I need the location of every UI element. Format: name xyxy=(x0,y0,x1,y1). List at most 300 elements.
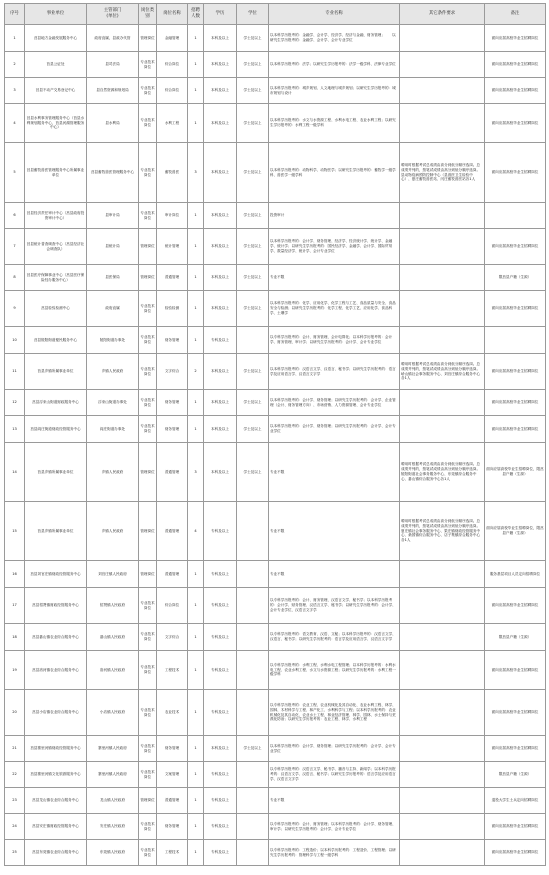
cell-no: 9 xyxy=(5,291,25,327)
cell-note: 服务基层项目人员定向招聘岗位 xyxy=(485,561,546,588)
cell-degree: 学士及以上 xyxy=(237,354,269,390)
cell-degree: 学士及以上 xyxy=(237,104,269,143)
cell-category: 专业技术岗位 xyxy=(139,690,157,736)
cell-note: 面向应届高校毕业生招聘岗位 xyxy=(485,78,546,104)
cell-note: 面向应届高校毕业生招聘岗位 xyxy=(485,736,546,762)
cell-major: 以本科学历报考的：会计学、财务管理、经济学、经济统计学、统计学、金融学、统计学；以研究生学历报考的：国民经济学、金融学、会计学、国际贸易学、数量经济学、统计学、会计专业学位 xyxy=(269,229,400,265)
cell-unit: 莒县碁山镇农业综合服务中心 xyxy=(25,624,87,651)
cell-unit: 莒县寨里河镇财政经管服务中心 xyxy=(25,736,87,762)
cell-education: 专科及以上 xyxy=(204,624,237,651)
cell-unit: 莒县经济责任审计中心（莒县政府投资审计中心） xyxy=(25,203,87,229)
cell-category: 专业技术岗位 xyxy=(139,651,157,690)
cell-dept: 小店镇人民政府 xyxy=(87,690,139,736)
cell-category: 管理岗位 xyxy=(139,229,157,265)
cell-no: 20 xyxy=(5,690,25,736)
cell-unit: 莒县公证处 xyxy=(25,52,87,78)
cell-category: 专业技术岗位 xyxy=(139,814,157,840)
cell-category: 专业技术岗位 xyxy=(139,354,157,390)
cell-education: 本科及以上 xyxy=(204,78,237,104)
cell-degree: 学士及以上 xyxy=(237,229,269,265)
cell-post: 财务管理 xyxy=(157,736,188,762)
cell-count: 1 xyxy=(188,762,204,788)
cell-no: 21 xyxy=(5,736,25,762)
cell-unit: 莒县安庄镇财政经管服务中心 xyxy=(25,814,87,840)
cell-post: 财务管理 xyxy=(157,390,188,416)
header-row xyxy=(5,4,546,25)
cell-category: 专业技术岗位 xyxy=(139,78,157,104)
cell-post: 文字综合 xyxy=(157,354,188,390)
cell-count: 1 xyxy=(188,203,204,229)
cell-count: 1 xyxy=(188,840,204,866)
cell-count: 1 xyxy=(188,327,204,354)
cell-education: 本科及以上 xyxy=(204,390,237,416)
cell-no: 15 xyxy=(5,502,25,561)
cell-unit: 莒县阎庄街道财政经管服务中心 xyxy=(25,416,87,443)
cell-education: 专科及以上 xyxy=(204,561,237,588)
cell-dept: 刘官庄镇人民政府 xyxy=(87,561,139,588)
cell-education: 专科及以上 xyxy=(204,588,237,624)
cell-education: 专科及以上 xyxy=(204,788,237,814)
cell-dept: 陵阳街道办事处 xyxy=(87,327,139,354)
cell-post: 工程技术 xyxy=(157,840,188,866)
cell-count: 1 xyxy=(188,561,204,588)
cell-count: 1 xyxy=(188,25,204,52)
cell-other-requirements xyxy=(400,78,485,104)
header-other-requirements: 其它条件要求 xyxy=(400,4,485,25)
cell-other-requirements xyxy=(400,52,485,78)
table-row xyxy=(5,762,546,788)
cell-category: 管理岗位 xyxy=(139,788,157,814)
cell-note: 面向应届高校毕业生招聘岗位 xyxy=(485,840,546,866)
cell-dept: 乡镇人民政府 xyxy=(87,354,139,390)
cell-dept: 寨里河镇人民政府 xyxy=(87,736,139,762)
table-row xyxy=(5,291,546,327)
cell-major: 专业不限 xyxy=(269,502,400,561)
cell-unit: 莒县医疗保障事业中心（莒县医疗保险经办服务中心） xyxy=(25,265,87,291)
cell-other-requirements: 聘用时根据考试总成绩由高分到低分顺序选岗。总成绩并列的，按笔试成绩由高分到低分顺序选岗。峤山镇社会事务服务中心、刘官庄镇综合服务中心各1人 xyxy=(400,354,485,390)
cell-post: 综合岗位 xyxy=(157,588,188,624)
cell-major: 以本科学历报考的：城乡规划、人文地理与城乡规划；以研究生学历报考的：城市规划与设计 xyxy=(269,78,400,104)
cell-major: 投资审计 xyxy=(269,203,400,229)
cell-other-requirements xyxy=(400,416,485,443)
cell-dept: 洛河镇人民政府 xyxy=(87,651,139,690)
header-degree: 学位 xyxy=(237,4,269,25)
cell-count: 1 xyxy=(188,78,204,104)
table-row xyxy=(5,840,546,866)
cell-major: 以专科学历报考的：会计、财务管理、会计电算化；以本科学历报考的：会计学、财务管理、审计学；以研究生学历报考的：会计学、会计专业学位 xyxy=(269,327,400,354)
cell-dept: 莒县畜牧兽医管理服务中心 xyxy=(87,143,139,203)
cell-count: 2 xyxy=(188,354,204,390)
cell-note: 限莒县户籍（生源） xyxy=(485,265,546,291)
cell-no: 2 xyxy=(5,52,25,78)
cell-no: 8 xyxy=(5,265,25,291)
cell-other-requirements: 聘用时根据考试总成绩由高分到低分顺序选岗。总成绩并列的，按笔试成绩由高分到低分顺序选岗。夏庄镇社会事务服务中心、果庄镇财政经管服务中心、桑园镇综合服务中心、店子集镇综合服务中心各1人 xyxy=(400,502,485,561)
cell-education: 本科及以上 xyxy=(204,354,237,390)
cell-post: 综合岗位 xyxy=(157,78,188,104)
cell-degree: 学士及以上 xyxy=(237,78,269,104)
cell-unit: 莒县水利事务管理服务中心（莒县水利规划服务中心，莒县河湖管理服务中心） xyxy=(25,104,87,143)
table-row xyxy=(5,203,546,229)
cell-no: 7 xyxy=(5,229,25,265)
header-education: 学历 xyxy=(204,4,237,25)
cell-post: 审计岗位 xyxy=(157,203,188,229)
cell-degree xyxy=(237,840,269,866)
table-row xyxy=(5,624,546,651)
cell-other-requirements xyxy=(400,762,485,788)
table-row xyxy=(5,561,546,588)
cell-category: 管理岗位 xyxy=(139,265,157,291)
cell-category: 专业技术岗位 xyxy=(139,143,157,203)
cell-degree xyxy=(237,762,269,788)
cell-dept: 县自然资源和规划局 xyxy=(87,78,139,104)
cell-other-requirements xyxy=(400,104,485,143)
cell-unit: 莒县招贤镇财政经管服务中心 xyxy=(25,588,87,624)
cell-post: 综合岗位 xyxy=(157,52,188,78)
cell-major: 以本科学历报考的：会计学、财务管理；以研究生学历报考的：会计学、企业管理（会计、财务管理方向）、市场营销、人力资源管理、会计专业学位 xyxy=(269,390,400,416)
cell-count: 1 xyxy=(188,736,204,762)
header-note: 备注 xyxy=(485,4,546,25)
header-major: 专业名称 xyxy=(269,4,400,25)
cell-no: 13 xyxy=(5,416,25,443)
cell-major: 以专科学历报考的：水利工程、水利水电工程管理；以本科学历报考的：水利水电工程、农业水利工程、水文与水资源工程；以研究生学历报考的：水利工程一级学科 xyxy=(269,651,400,690)
cell-dept: 安庄镇人民政府 xyxy=(87,814,139,840)
cell-major: 以专科学历报考的：汉语言文学、秘书学、播音与主持、新闻学；以本科学历报考的：汉语言文学、汉语言、秘书学；以研究生学历报考的：语言学及应用语言学、汉语言文字学 xyxy=(269,762,400,788)
cell-degree: 学士及以上 xyxy=(237,291,269,327)
cell-other-requirements xyxy=(400,814,485,840)
cell-degree xyxy=(237,561,269,588)
cell-dept: 县统计局 xyxy=(87,229,139,265)
cell-no: 17 xyxy=(5,588,25,624)
cell-post: 文字综合 xyxy=(157,624,188,651)
table-row xyxy=(5,143,546,203)
cell-major: 以专科学历报考的：会计、财务管理；以本科学历报考的：会计学、财务管理、审计学；以研究生学历报考的：会计学、会计专业学位 xyxy=(269,814,400,840)
table-row xyxy=(5,25,546,52)
cell-major: 以本科学历报考的：动物科学、动物医学；以研究生学历报考的：畜牧学一级学科、兽医学一级学科 xyxy=(269,143,400,203)
cell-note: 面向应届高校毕业生招聘岗位，限莒县户籍（生源） xyxy=(485,443,546,502)
cell-count: 1 xyxy=(188,624,204,651)
cell-count: 3 xyxy=(188,443,204,502)
cell-other-requirements xyxy=(400,291,485,327)
cell-other-requirements: 聘用时根据考试总成绩由高分到低分顺序选岗。总成绩并列的，按笔试成绩由高分到低分顺序选岗。陵阳街道社会事务服务中心、东莞镇综合服务中心、碁山镇综合服务中心各1人 xyxy=(400,443,485,502)
cell-education: 专科及以上 xyxy=(204,327,237,354)
cell-count: 1 xyxy=(188,651,204,690)
cell-degree xyxy=(237,502,269,561)
cell-unit: 莒县陵阳街道便民服务中心 xyxy=(25,327,87,354)
cell-education: 本科及以上 xyxy=(204,52,237,78)
cell-education: 本科及以上 xyxy=(204,736,237,762)
cell-note: 限莒县户籍（生源） xyxy=(485,624,546,651)
cell-post: 水利工程 xyxy=(157,104,188,143)
cell-no: 10 xyxy=(5,327,25,354)
cell-category: 专业技术岗位 xyxy=(139,327,157,354)
cell-note: 面向应届高校毕业生招聘岗位 xyxy=(485,416,546,443)
table-row xyxy=(5,788,546,814)
cell-unit: 莒县不动产交易登记中心 xyxy=(25,78,87,104)
cell-major: 专业不限 xyxy=(269,788,400,814)
cell-other-requirements xyxy=(400,265,485,291)
cell-other-requirements xyxy=(400,229,485,265)
cell-dept: 县医保局 xyxy=(87,265,139,291)
cell-count: 1 xyxy=(188,229,204,265)
table-row xyxy=(5,416,546,443)
cell-post: 畜牧兽医 xyxy=(157,143,188,203)
cell-no: 5 xyxy=(5,143,25,203)
cell-education: 本科及以上 xyxy=(204,229,237,265)
cell-degree xyxy=(237,327,269,354)
cell-category: 管理岗位 xyxy=(139,25,157,52)
cell-dept: 乡镇人民政府 xyxy=(87,443,139,502)
header-count: 招聘人数 xyxy=(188,4,204,25)
cell-post: 金融管理 xyxy=(157,25,188,52)
cell-education: 专科及以上 xyxy=(204,814,237,840)
cell-no: 18 xyxy=(5,624,25,651)
cell-education: 本科及以上 xyxy=(204,104,237,143)
cell-other-requirements xyxy=(400,651,485,690)
cell-unit: 莒县统计普查调查中心（莒县经济社会调查队） xyxy=(25,229,87,265)
cell-degree: 学士及以上 xyxy=(237,25,269,52)
table-row xyxy=(5,588,546,624)
cell-no: 11 xyxy=(5,354,25,390)
cell-count: 1 xyxy=(188,814,204,840)
cell-note: 面向应届高校毕业生招聘岗位 xyxy=(485,143,546,203)
cell-post: 普通管理 xyxy=(157,265,188,291)
cell-major: 以本科学历报考的：金融学、会计学、经济学、经济与金融、财务管理； 以研究生学历报考的：金融学、会计学、会计专业学位 xyxy=(269,25,400,52)
cell-degree xyxy=(237,651,269,690)
cell-education: 本科及以上 xyxy=(204,443,237,502)
cell-unit: 莒县洛河镇农业综合服务中心 xyxy=(25,651,87,690)
header-unit: 事业单位 xyxy=(25,4,87,25)
cell-post: 统计管理 xyxy=(157,229,188,265)
cell-count: 1 xyxy=(188,588,204,624)
cell-post: 农业技术 xyxy=(157,690,188,736)
cell-no: 14 xyxy=(5,443,25,502)
table-row xyxy=(5,327,546,354)
table-row xyxy=(5,502,546,561)
cell-dept: 龙山镇人民政府 xyxy=(87,788,139,814)
cell-other-requirements: 聘用时根据考试总成绩由高分到低分顺序选岗。总成绩并列的，按笔试成绩由高分到低分顺序选岗。县动物疫病预防控制中心（县兽医卫生检验中心）、夏庄畜牧兽医站、闫庄畜牧兽医站各1人 xyxy=(400,143,485,203)
table-row xyxy=(5,390,546,416)
cell-note: 面向应届高校毕业生招聘岗位 xyxy=(485,390,546,416)
cell-no: 25 xyxy=(5,840,25,866)
cell-dept: 阎庄街道办事处 xyxy=(87,416,139,443)
cell-count: 1 xyxy=(188,690,204,736)
cell-post: 普通管理 xyxy=(157,502,188,561)
table-row xyxy=(5,814,546,840)
cell-category: 专业技术岗位 xyxy=(139,104,157,143)
cell-degree: 学士及以上 xyxy=(237,736,269,762)
cell-no: 19 xyxy=(5,651,25,690)
cell-major: 专业不限 xyxy=(269,561,400,588)
cell-dept: 浮来山街道办事处 xyxy=(87,390,139,416)
cell-note: 面向应届高校毕业生招聘岗位，限莒县户籍（生源） xyxy=(485,502,546,561)
cell-degree xyxy=(237,814,269,840)
table-row xyxy=(5,690,546,736)
cell-other-requirements xyxy=(400,327,485,354)
cell-other-requirements xyxy=(400,624,485,651)
cell-education: 专科及以上 xyxy=(204,651,237,690)
cell-note: 退役大学生士兵定向招聘岗位 xyxy=(485,788,546,814)
cell-post: 普通管理 xyxy=(157,443,188,502)
cell-category: 专业技术岗位 xyxy=(139,203,157,229)
cell-no: 16 xyxy=(5,561,25,588)
cell-count: 1 xyxy=(188,104,204,143)
cell-major: 专业不限 xyxy=(269,265,400,291)
cell-note: 面向应届高校毕业生招聘岗位 xyxy=(485,52,546,78)
cell-category: 专业技术岗位 xyxy=(139,416,157,443)
cell-dept: 县司法局 xyxy=(87,52,139,78)
cell-category: 管理岗位 xyxy=(139,443,157,502)
cell-unit: 莒县畜牧兽医管理服务中心所属事业单位 xyxy=(25,143,87,203)
cell-dept: 县水利局 xyxy=(87,104,139,143)
cell-dept: 政府直属 xyxy=(87,291,139,327)
cell-count: 1 xyxy=(188,291,204,327)
cell-count: 1 xyxy=(188,52,204,78)
cell-note: 面向应届高校毕业生招聘岗位 xyxy=(485,25,546,52)
cell-education: 专科及以上 xyxy=(204,762,237,788)
cell-degree: 学士及以上 xyxy=(237,143,269,203)
cell-category: 专业技术岗位 xyxy=(139,762,157,788)
cell-unit: 莒县小店镇农业综合服务中心 xyxy=(25,690,87,736)
cell-unit: 莒县东莞镇农业综合服务中心 xyxy=(25,840,87,866)
cell-education: 本科及以上 xyxy=(204,25,237,52)
table-row xyxy=(5,651,546,690)
cell-note: 面向应届高校毕业生招聘岗位 xyxy=(485,229,546,265)
cell-note xyxy=(485,203,546,229)
cell-degree: 学士及以上 xyxy=(237,265,269,291)
cell-education: 本科及以上 xyxy=(204,203,237,229)
cell-other-requirements xyxy=(400,736,485,762)
header-category: 岗位类别 xyxy=(139,4,157,25)
cell-education: 本科及以上 xyxy=(204,416,237,443)
cell-unit: 莒县乡镇所属事业单位 xyxy=(25,443,87,502)
cell-no: 24 xyxy=(5,814,25,840)
cell-note: 面向应届高校毕业生招聘岗位 xyxy=(485,291,546,327)
cell-count: 1 xyxy=(188,416,204,443)
cell-education: 专科及以上 xyxy=(204,690,237,736)
cell-note: 面向应届高校毕业生招聘岗位 xyxy=(485,588,546,624)
cell-category: 专业技术岗位 xyxy=(139,624,157,651)
cell-other-requirements xyxy=(400,588,485,624)
table-row xyxy=(5,78,546,104)
cell-unit: 莒县乡镇所属事业单位 xyxy=(25,354,87,390)
header-post: 岗位名称 xyxy=(157,4,188,25)
cell-post: 财务管理 xyxy=(157,327,188,354)
cell-post: 工程技术 xyxy=(157,651,188,690)
cell-degree xyxy=(237,588,269,624)
cell-note: 面向应届高校毕业生招聘岗位 xyxy=(485,814,546,840)
cell-degree: 学士及以上 xyxy=(237,52,269,78)
cell-other-requirements xyxy=(400,690,485,736)
cell-category: 专业技术岗位 xyxy=(139,840,157,866)
cell-unit: 莒县检验检测中心 xyxy=(25,291,87,327)
cell-education: 本科及以上 xyxy=(204,143,237,203)
cell-degree xyxy=(237,624,269,651)
cell-note: 面向应届高校毕业生招聘岗位 xyxy=(485,651,546,690)
cell-category: 专业技术岗位 xyxy=(139,52,157,78)
cell-post: 财务管理 xyxy=(157,814,188,840)
cell-other-requirements xyxy=(400,840,485,866)
cell-education: 专科及以上 xyxy=(204,840,237,866)
cell-dept: 招贤镇人民政府 xyxy=(87,588,139,624)
cell-unit: 莒县龙山镇农业综合服务中心 xyxy=(25,788,87,814)
cell-note: 面向应届高校毕业生招聘岗位 xyxy=(485,104,546,143)
cell-other-requirements xyxy=(400,203,485,229)
cell-dept: 政府直属，县政办代管 xyxy=(87,25,139,52)
cell-post: 文案管理 xyxy=(157,762,188,788)
cell-unit: 莒县寨里河镇文化旅游服务中心 xyxy=(25,762,87,788)
cell-unit: 莒县浮来山街道财政服务中心 xyxy=(25,390,87,416)
cell-category: 专业技术岗位 xyxy=(139,736,157,762)
cell-degree: 学士及以上 xyxy=(237,390,269,416)
cell-no: 6 xyxy=(5,203,25,229)
table-body xyxy=(5,25,546,866)
header-dept: 主管部门 (单位) xyxy=(87,4,139,25)
cell-major: 以专科学历报考的：工程造价；以本科学历报考的：工程造价、工程管理；以研究生学历报考的：管理科学与工程一级学科 xyxy=(269,840,400,866)
cell-note: 面向应届高校毕业生招聘岗位 xyxy=(485,354,546,390)
cell-major: 以本科学历报考的：化学、应用化学、化学工程与工艺、食品质量与安全、食品安全与检测；以研究生学历报考的：化学工程、化学工艺、应用化学、食品科学、土壤学 xyxy=(269,291,400,327)
cell-other-requirements xyxy=(400,390,485,416)
table-row xyxy=(5,354,546,390)
cell-count: 4 xyxy=(188,502,204,561)
cell-note: 面向应届高校毕业生招聘岗位 xyxy=(485,690,546,736)
cell-category: 专业技术岗位 xyxy=(139,588,157,624)
cell-major: 以本科学历报考的：法学；以研究生学历报考的：法学一级学科、法律专业学位 xyxy=(269,52,400,78)
cell-other-requirements xyxy=(400,561,485,588)
cell-no: 1 xyxy=(5,25,25,52)
cell-no: 3 xyxy=(5,78,25,104)
cell-dept: 寨里河镇人民政府 xyxy=(87,762,139,788)
recruitment-table xyxy=(4,3,546,866)
cell-major: 以本科学历报考的：水文与水资源工程、水利水电工程、农业水利工程；以研究生学历报考的：水利工程一级学科 xyxy=(269,104,400,143)
cell-dept: 县审计局 xyxy=(87,203,139,229)
cell-major: 以专科学历报考的：语文教育、汉语、文秘；以本科学历报考的：汉语言文学、汉语言、秘书学；以研究生学历报考的：语言学及应用语言学、汉语言文字学 xyxy=(269,624,400,651)
table-row xyxy=(5,443,546,502)
cell-other-requirements xyxy=(400,25,485,52)
cell-note xyxy=(485,327,546,354)
cell-major: 以专科学历报考的：会计、财务管理、汉语言文学、秘书学；以本科学历报考的：会计学、财务管理、汉语言文学、秘书学；以研究生学历报考的：会计学、会计专业学位、汉语言文字学 xyxy=(269,588,400,624)
table-row xyxy=(5,52,546,78)
cell-no: 4 xyxy=(5,104,25,143)
cell-category: 管理岗位 xyxy=(139,502,157,561)
cell-dept: 乡镇人民政府 xyxy=(87,502,139,561)
cell-major: 以专科学历报考的：农业工程、农业机械化及其自动化、农业水利工程、林学、园林、木材科学与工程、林产化工、水利科学与工程；以本科学历报考的：农业机械化及其自动化、农业水土工程、林业经济管理、林学、园林、水土保持与荒漠化防治；以研究生学历报考的：农业工程、林学、水利工程 xyxy=(269,690,400,736)
cell-education: 专科及以上 xyxy=(204,502,237,561)
cell-unit: 莒县地方金融发展服务中心 xyxy=(25,25,87,52)
cell-degree: 学士及以上 xyxy=(237,443,269,502)
cell-major: 以本科学历报考的：会计学、财务管理；以研究生学历报考的：会计学、会计专业学位 xyxy=(269,416,400,443)
table-row xyxy=(5,104,546,143)
cell-no: 22 xyxy=(5,762,25,788)
cell-category: 专业技术岗位 xyxy=(139,390,157,416)
cell-post: 财务管理 xyxy=(157,416,188,443)
cell-education: 本科及以上 xyxy=(204,291,237,327)
cell-degree xyxy=(237,690,269,736)
table-row xyxy=(5,229,546,265)
cell-degree xyxy=(237,788,269,814)
cell-count: 1 xyxy=(188,788,204,814)
cell-no: 23 xyxy=(5,788,25,814)
cell-education: 本科及以上 xyxy=(204,265,237,291)
cell-note: 限莒县户籍（生源） xyxy=(485,762,546,788)
cell-major: 以本科学历报考的：汉语言文学、汉语言、秘书学；以研究生学历报考的：语言学及应用语言学、汉语言文字学 xyxy=(269,354,400,390)
cell-dept: 东莞镇人民政府 xyxy=(87,840,139,866)
header-no: 序号 xyxy=(5,4,25,25)
cell-dept: 碁山镇人民政府 xyxy=(87,624,139,651)
recruitment-table-sheet xyxy=(4,3,545,866)
cell-unit: 莒县刘官庄镇财政经管服务中心 xyxy=(25,561,87,588)
cell-post: 普通管理 xyxy=(157,788,188,814)
cell-count: 1 xyxy=(188,390,204,416)
